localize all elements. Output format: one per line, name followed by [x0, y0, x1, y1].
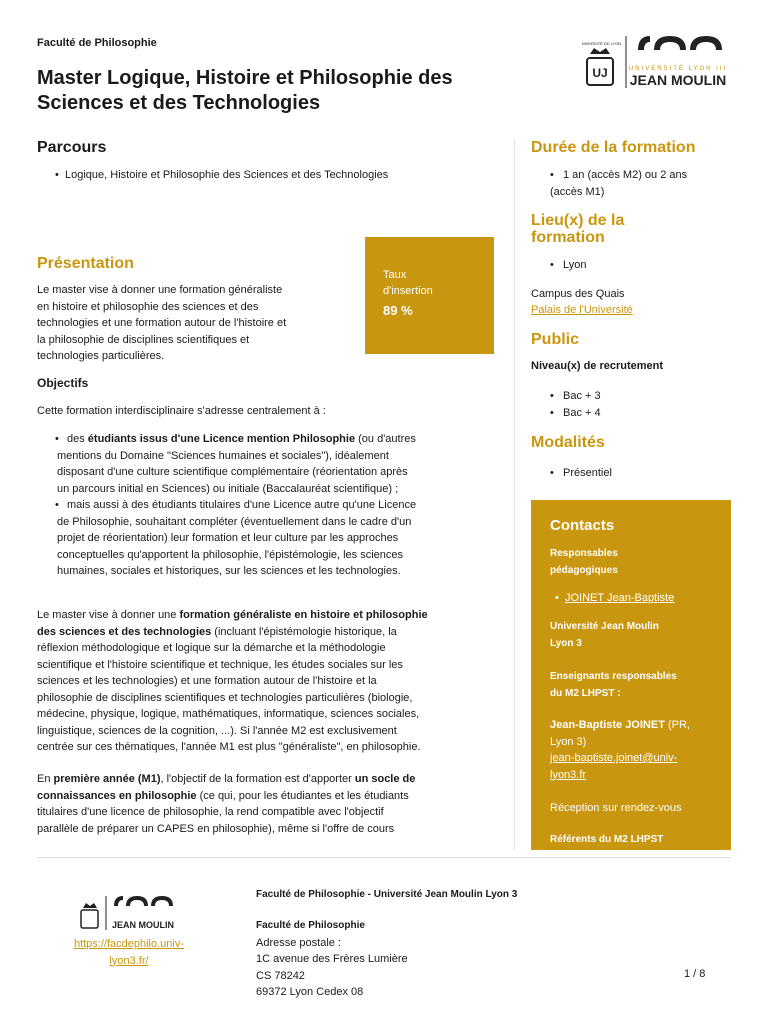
text-line: technologies particulières. — [37, 350, 165, 362]
email-link[interactable] — [550, 750, 690, 783]
text-line: mentions du Domaine "Sciences humaines et sociales"), idéalement — [57, 449, 389, 462]
campus-name: Campus des Quais — [531, 288, 625, 300]
text-line: 69372 Lyon Cedex 08 — [256, 986, 364, 998]
footer-logo — [78, 892, 180, 934]
parcours-heading: Parcours — [37, 139, 107, 156]
footer-logo-name: JEAN MOULIN — [111, 920, 175, 930]
duree-heading: Durée de la formation — [531, 139, 696, 156]
insertion-label-line: Taux — [383, 269, 407, 281]
resp-link-item — [555, 590, 675, 607]
modalites-list — [531, 465, 612, 482]
resp-link[interactable]: JOINET Jean-Baptiste — [565, 592, 675, 604]
list-item-continuation — [37, 448, 497, 498]
enseignants-heading — [550, 668, 677, 702]
text-bold: formation généraliste en histoire et philosophie — [179, 609, 428, 621]
text-line: conceptuelles qu'apportent la philosophie, l'épistémologie, les sciences — [57, 548, 404, 561]
heading-line: formation — [531, 229, 605, 246]
text-line: la philosophie de disciplines scientifiques et — [37, 333, 250, 346]
footer-divider — [37, 857, 731, 858]
page-number: 1 / 8 — [684, 968, 706, 980]
text-line: en histoire et philosophie des sciences et des — [37, 300, 259, 313]
text-line: parallèle de préparer un CAPES en philosophie), même si l'offre de cours — [37, 822, 395, 835]
heading-line: Lyon 3 — [550, 638, 582, 649]
text-line: humaines, sociales et historiques, sur les sciences et les technologies. — [57, 565, 401, 577]
text-line: centrée sur ces thématiques, l'année M1 est plus "généraliste", en philosophie. — [37, 741, 421, 753]
text-bold: connaissances en philosophie — [37, 789, 197, 802]
link-line: https://facdephilo.univ- — [73, 938, 185, 950]
list-item-continuation — [37, 514, 497, 580]
list-item: • Bac + 3 — [531, 388, 601, 405]
m1-paragraph — [37, 771, 507, 837]
heading-line: Lieu(x) de la — [531, 212, 625, 229]
text-span: En — [37, 773, 54, 785]
text-span: des — [67, 433, 88, 445]
page-title-line: Master Logique, Histoire et Philosophie des — [37, 67, 453, 89]
text-span: 1 an (accès M2) ou 2 ans — [563, 169, 688, 181]
text-line: un parcours initial en Sciences) ou initiale (Baccalauréat scientifique) ; — [57, 482, 399, 495]
bullet-glyph: • — [550, 169, 554, 181]
text-line — [37, 771, 507, 788]
insertion-label — [383, 267, 433, 299]
email-line: jean-baptiste.joinet@univ- — [550, 752, 678, 764]
text-line: sciences et les technologies) et une formation autour de l'histoire et la — [37, 675, 377, 687]
heading-line: pédagogiques — [550, 565, 618, 576]
email-line: lyon3.fr — [550, 768, 587, 781]
formation-paragraph — [37, 607, 507, 756]
bullet-glyph: • — [555, 592, 559, 604]
faculty-label: Faculté de Philosophie — [37, 37, 157, 49]
insertion-value: 89 % — [383, 303, 413, 318]
text-line: Adresse postale : — [256, 936, 341, 949]
footer-org: Faculté de Philosophie — [256, 920, 365, 931]
university-logo — [582, 30, 732, 92]
niveau-heading: Niveau(x) de recrutement — [531, 360, 664, 372]
text-line: Lyon 3) — [550, 735, 587, 748]
page-title-line: Sciences et des Technologies — [37, 92, 321, 114]
text-bold: première année (M1) — [53, 773, 161, 785]
text-line — [67, 431, 497, 448]
text-line: technologies et une formation autour de l'histoire et — [37, 317, 287, 329]
footer-website-link[interactable] — [37, 936, 221, 969]
public-heading: Public — [531, 331, 580, 348]
footer-address — [256, 918, 408, 1001]
univ-heading — [550, 618, 659, 652]
text-span: Le master vise à donner une — [37, 609, 180, 621]
list-item: • Présentiel — [531, 465, 612, 482]
logo-name: JEAN MOULIN — [629, 72, 727, 88]
text-line: de Philosophie, souhaitant compléter (éventuellement dans le cadre d'un — [57, 515, 412, 528]
text-line: disposant d'une culture scientifique complémentaire (réorientation après — [57, 466, 408, 478]
text-line: réflexion méthodologique et logique sur la démarche et la méthodologie — [37, 642, 386, 654]
presentation-heading: Présentation — [37, 255, 134, 272]
list-item — [37, 497, 497, 514]
text-line: (accès M1) — [550, 185, 605, 198]
person-name: Jean-Baptiste JOINET — [550, 719, 665, 731]
column-divider — [514, 139, 515, 850]
text-line: 1C avenue des Frères Lumière — [256, 953, 408, 965]
niveau-list — [531, 388, 601, 421]
logo-ring-text: UNIVERSITÉ LYON III — [628, 66, 728, 72]
text-span: , l'objectif de la formation est d'apporter — [160, 773, 355, 785]
referents-heading: Référents du M2 LHPST — [550, 834, 664, 845]
text-line: projet de réorientation) leur formation et leur culture par les approches — [57, 532, 399, 544]
text-line: titulaires d'une licence de philosophie, la rend compatible avec l'objectif — [37, 806, 384, 818]
duree-text — [531, 167, 731, 200]
link-line: lyon3.fr/ — [109, 954, 149, 967]
page-title — [37, 66, 453, 116]
person-info — [550, 717, 690, 783]
heading-line: Enseignants responsables — [550, 671, 677, 682]
objectifs-list — [37, 431, 497, 580]
heading-line: Responsables — [550, 548, 618, 559]
modalites-heading: Modalités — [531, 434, 605, 451]
heading-line: Université Jean Moulin — [550, 621, 659, 632]
resp-heading — [550, 545, 618, 579]
insertion-rate-box — [365, 237, 494, 354]
campus-link[interactable]: Palais de l'Université — [531, 304, 633, 316]
lieu-heading — [531, 212, 624, 246]
text-line — [37, 624, 507, 641]
heading-line: du M2 LHPST : — [550, 688, 621, 699]
list-item: • Bac + 4 — [531, 405, 601, 422]
text-line: CS 78242 — [256, 969, 305, 982]
text-span: (ou d'autres — [355, 433, 416, 445]
reception-text: Réception sur rendez-vous — [550, 802, 682, 814]
contacts-box — [531, 500, 731, 850]
text-line — [37, 788, 507, 805]
text-line: Le master vise à donner une formation généraliste — [37, 284, 283, 296]
objectifs-heading: Objectifs — [37, 376, 89, 390]
text-line — [550, 717, 690, 734]
seal-letters: UJ — [592, 66, 608, 80]
text-line: • mais aussi à des étudiants titulaires d'une Licence autre qu'une Licence — [67, 499, 417, 511]
contacts-heading: Contacts — [550, 517, 615, 534]
text-line: scientifique et l'histoire scientifique et technique, les études sociales sur les — [37, 658, 403, 671]
list-item — [37, 431, 497, 448]
text-span: (PR, — [664, 719, 690, 731]
text-line — [37, 607, 507, 624]
parcours-list — [37, 167, 477, 184]
insertion-label-line: d'insertion — [383, 285, 433, 297]
presentation-text — [37, 282, 357, 365]
lieu-list — [531, 257, 586, 274]
text-span: (ce qui, pour les étudiantes et les étudiants — [196, 789, 409, 802]
objectifs-intro: Cette formation interdisciplinaire s'adresse centralement à : — [37, 405, 326, 417]
text-span: (incluant l'épistémologie historique, la — [211, 625, 397, 638]
text-line: linguistique, sciences de la cognition, ...). Si l'année M2 est exclusivement — [37, 724, 397, 737]
text-bold: des sciences et des technologies — [37, 625, 212, 638]
text-bold: étudiants issus d'une Licence mention Philosophie — [87, 433, 356, 445]
text-line: médecine, physique, logique, mathématiques, informatique, sciences sociales, — [37, 708, 420, 720]
seal-top-text: UNIVERSITÉ DE LYON — [582, 41, 622, 46]
footer-title: Faculté de Philosophie - Université Jean Moulin Lyon 3 — [256, 889, 518, 900]
text-line: philosophie de disciplines scientifiques et technologies particulières (biologie, — [37, 691, 413, 704]
list-item: • Lyon — [531, 257, 586, 274]
list-item — [531, 167, 731, 184]
list-item: • Logique, Histoire et Philosophie des Sciences et des Technologies — [37, 167, 477, 184]
text-bold: un socle de — [354, 773, 416, 785]
